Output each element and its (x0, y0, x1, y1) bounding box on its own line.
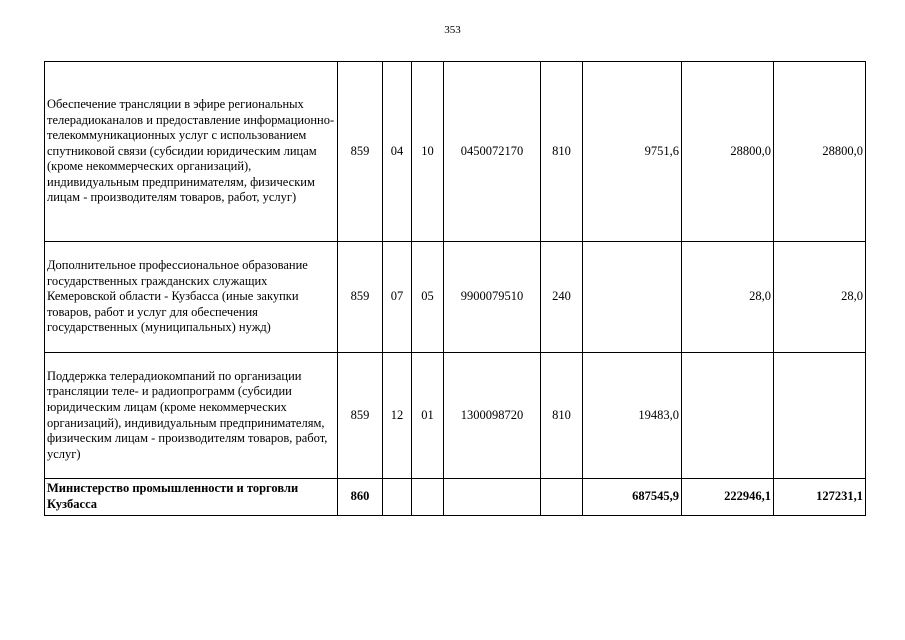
section-code-cell: 07 (383, 242, 412, 353)
amount-2-cell: 222946,1 (682, 479, 774, 516)
subsection-code-cell: 10 (412, 62, 444, 242)
ministry-code-cell: 859 (338, 353, 383, 479)
row-name-cell: Дополнительное профессиональное образование государственных гражданских служащих Кемеровской области - Кузбасса (иные закупки товаров, работ и услуг для обеспечения государственных (муниципальных) нужд) (45, 242, 338, 353)
amount-2-cell: 28,0 (682, 242, 774, 353)
table-row (45, 242, 866, 353)
section-code-cell (383, 479, 412, 516)
amount-1-cell: 687545,9 (583, 479, 682, 516)
amount-1-cell: 9751,6 (583, 62, 682, 242)
expense-type-cell: 810 (541, 353, 583, 479)
target-article-cell: 9900079510 (444, 242, 541, 353)
amount-3-cell (774, 353, 866, 479)
expense-type-cell: 240 (541, 242, 583, 353)
row-name-cell: Министерство промышленности и торговли Кузбасса (45, 479, 338, 516)
expense-type-cell (541, 479, 583, 516)
amount-3-cell: 127231,1 (774, 479, 866, 516)
expense-type-cell: 810 (541, 62, 583, 242)
table-row (45, 62, 866, 242)
amount-2-cell: 28800,0 (682, 62, 774, 242)
ministry-code-cell: 860 (338, 479, 383, 516)
amount-3-cell: 28,0 (774, 242, 866, 353)
page-number: 353 (444, 24, 461, 36)
section-code-cell: 04 (383, 62, 412, 242)
table-row (45, 353, 866, 479)
row-name-cell: Поддержка телерадиокомпаний по организации трансляции теле- и радиопрограмм (субсидии юридическим лицам (кроме некоммерческих организаций), индивидуальным предпринимателям, физическим лицам - производителям товаров, работ, услуг) (45, 353, 338, 479)
amount-2-cell (682, 353, 774, 479)
amount-1-cell (583, 242, 682, 353)
target-article-cell (444, 479, 541, 516)
table-row (45, 479, 866, 516)
row-name-cell: Обеспечение трансляции в эфире региональных телерадиоканалов и предоставление информационно-телекоммуникационных услуг с использованием спутниковой связи (субсидии юридическим лицам (кроме некоммерческих организаций), индивидуальным предпринимателям, физическим лицам - производителям товаров, работ, услуг) (45, 62, 338, 242)
ministry-code-cell: 859 (338, 62, 383, 242)
ministry-code-cell: 859 (338, 242, 383, 353)
target-article-cell: 0450072170 (444, 62, 541, 242)
amount-3-cell: 28800,0 (774, 62, 866, 242)
subsection-code-cell: 01 (412, 353, 444, 479)
budget-table (44, 61, 866, 516)
section-code-cell: 12 (383, 353, 412, 479)
subsection-code-cell: 05 (412, 242, 444, 353)
target-article-cell: 1300098720 (444, 353, 541, 479)
amount-1-cell: 19483,0 (583, 353, 682, 479)
subsection-code-cell (412, 479, 444, 516)
